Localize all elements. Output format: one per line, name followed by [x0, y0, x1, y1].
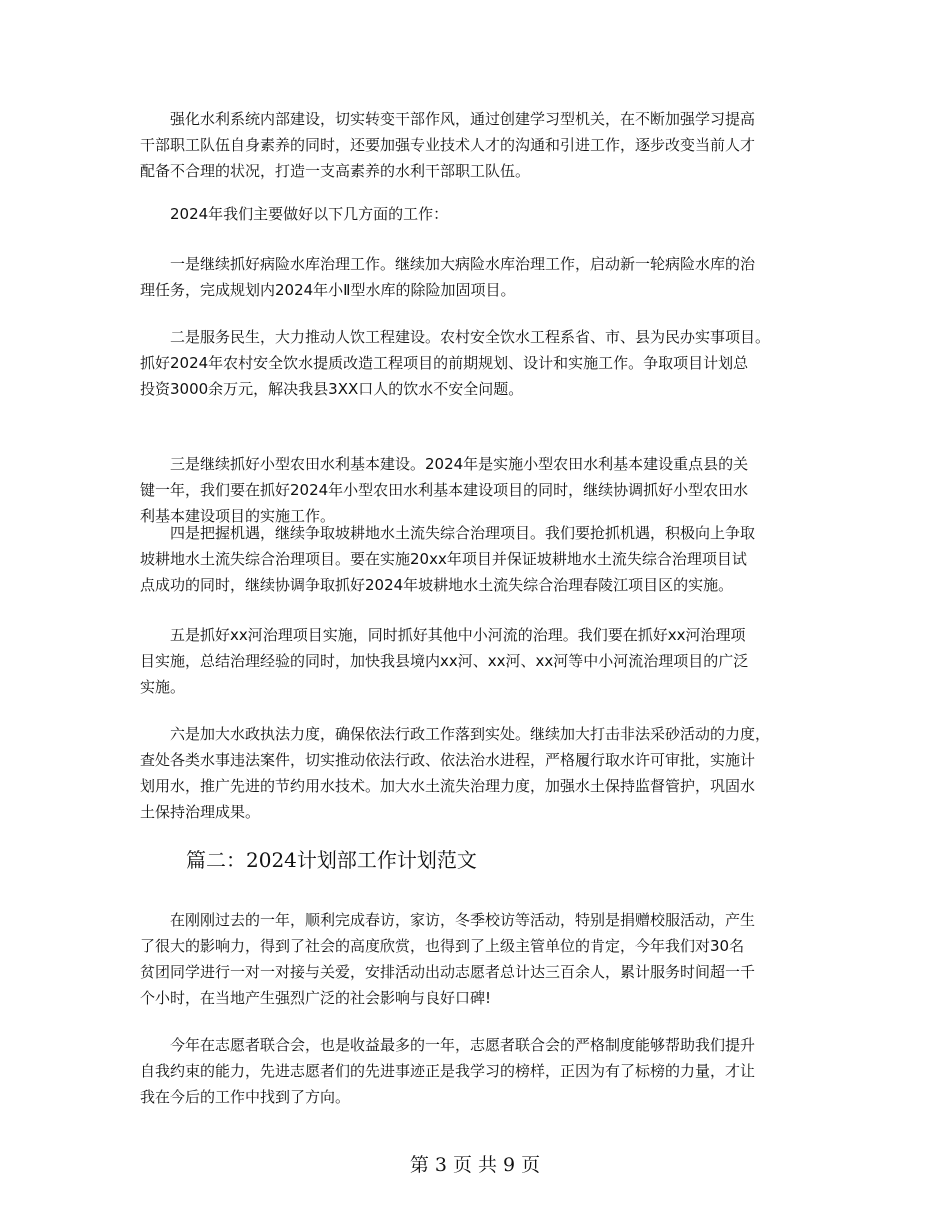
text-line: 目实施，总结治理经验的同时，加快我县境内xx河、xx河、xx河等中小河流治理项目的广泛 — [140, 652, 749, 670]
text-line: 投资3000余万元，解决我县3XX口人的饮水不安全问题。 — [140, 380, 524, 398]
text-line: 三是继续抓好小型农田水利基本建设。2024年是实施小型农田水利基本建设重点县的关 — [140, 455, 749, 473]
text-line: 在刚刚过去的一年，顺利完成春访，家访，冬季校访等活动，特别是捐赠校服活动，产生 — [140, 911, 756, 929]
text-line: 划用水，推广先进的节约用水技术。加大水土流失治理力度，加强水土保持监督管护，巩固水 — [140, 777, 756, 795]
text-line: 强化水利系统内部建设，切实转变干部作风，通过创建学习型机关，在不断加强学习提高 — [140, 110, 756, 128]
paragraph-volunteer-union — [140, 1032, 830, 1110]
paragraph-last-year-review — [140, 907, 830, 1011]
text-line: 六是加大水政执法力度，确保依法行政工作落到实处。继续加大打击非法采砂活动的力度， — [140, 725, 771, 743]
paragraph-item-one — [140, 251, 830, 303]
text-line: 今年在志愿者联合会，也是收益最多的一年，志愿者联合会的严格制度能够帮助我们提升 — [140, 1036, 756, 1054]
text-line: 二是服务民生，大力推动人饮工程建设。农村安全饮水工程系省、市、县为民办实事项目。 — [140, 328, 771, 346]
text-line: 2024年我们主要做好以下几方面的工作： — [140, 205, 449, 223]
paragraph-item-six — [140, 721, 830, 825]
paragraph-internal-construction — [140, 106, 830, 184]
paragraph-item-four — [140, 520, 830, 598]
text-line: 我在今后的工作中找到了方向。 — [140, 1088, 351, 1106]
text-line: 一是继续抓好病险水库治理工作。继续加大病险水库治理工作，启动新一轮病险水库的治 — [140, 255, 756, 273]
text-line: 个小时，在当地产生强烈广泛的社会影响与良好口碑! — [140, 989, 492, 1007]
text-line: 了很大的影响力，得到了社会的高度欣赏，也得到了上级主管单位的肯定，今年我们对30名 — [140, 937, 745, 955]
text-line: 坡耕地水土流失综合治理项目。要在实施20xx年项目并保证坡耕地水土流失综合治理项目试 — [140, 550, 747, 568]
text-line: 贫团同学进行一对一对接与关爱，安排活动出动志愿者总计达三百余人，累计服务时间超一千 — [140, 963, 756, 981]
text-line: 五是抓好xx河治理项目实施，同时抓好其他中小河流的治理。我们要在抓好xx河治理项 — [140, 626, 746, 644]
text-line: 键一年，我们要在抓好2024年小型农田水利基本建设项目的同时，继续协调抓好小型农田水 — [140, 481, 749, 499]
text-line: 实施。 — [140, 678, 186, 696]
text-line: 抓好2024年农村安全饮水提质改造工程项目的前期规划、设计和实施工作。争取项目计划总 — [140, 354, 749, 372]
section-heading: 篇二：2024计划部工作计划范文 — [186, 848, 477, 872]
text-line: 四是把握机遇，继续争取坡耕地水土流失综合治理项目。我们要抢抓机遇，积极向上争取 — [140, 524, 756, 542]
page-number-footer: 第 3 页 共 9 页 — [409, 1154, 541, 1176]
text-line: 自我约束的能力，先进志愿者们的先进事迹正是我学习的榜样，正因为有了标榜的力量，才让 — [140, 1062, 756, 1080]
text-line: 土保持治理成果。 — [140, 803, 261, 821]
paragraph-item-five — [140, 622, 830, 700]
paragraph-item-three — [140, 451, 830, 529]
text-line: 干部职工队伍自身素养的同时，还要加强专业技术人才的沟通和引进工作，逐步改变当前人才 — [140, 136, 756, 154]
paragraph-item-two — [140, 324, 830, 402]
text-line: 配备不合理的状况，打造一支高素养的水利干部职工队伍。 — [140, 162, 531, 180]
paragraph-work-intro — [140, 201, 830, 227]
text-line: 理任务，完成规划内2024年小Ⅱ型水库的除险加固项目。 — [140, 281, 516, 299]
text-line: 利基本建设项目的实施工作。 — [140, 507, 336, 525]
text-line: 点成功的同时，继续协调争取抓好2024年坡耕地水土流失综合治理春陵江项目区的实施。 — [140, 576, 734, 594]
text-line: 查处各类水事违法案件，切实推动依法行政、依法治水进程，严格履行取水许可审批，实施计 — [140, 751, 756, 769]
